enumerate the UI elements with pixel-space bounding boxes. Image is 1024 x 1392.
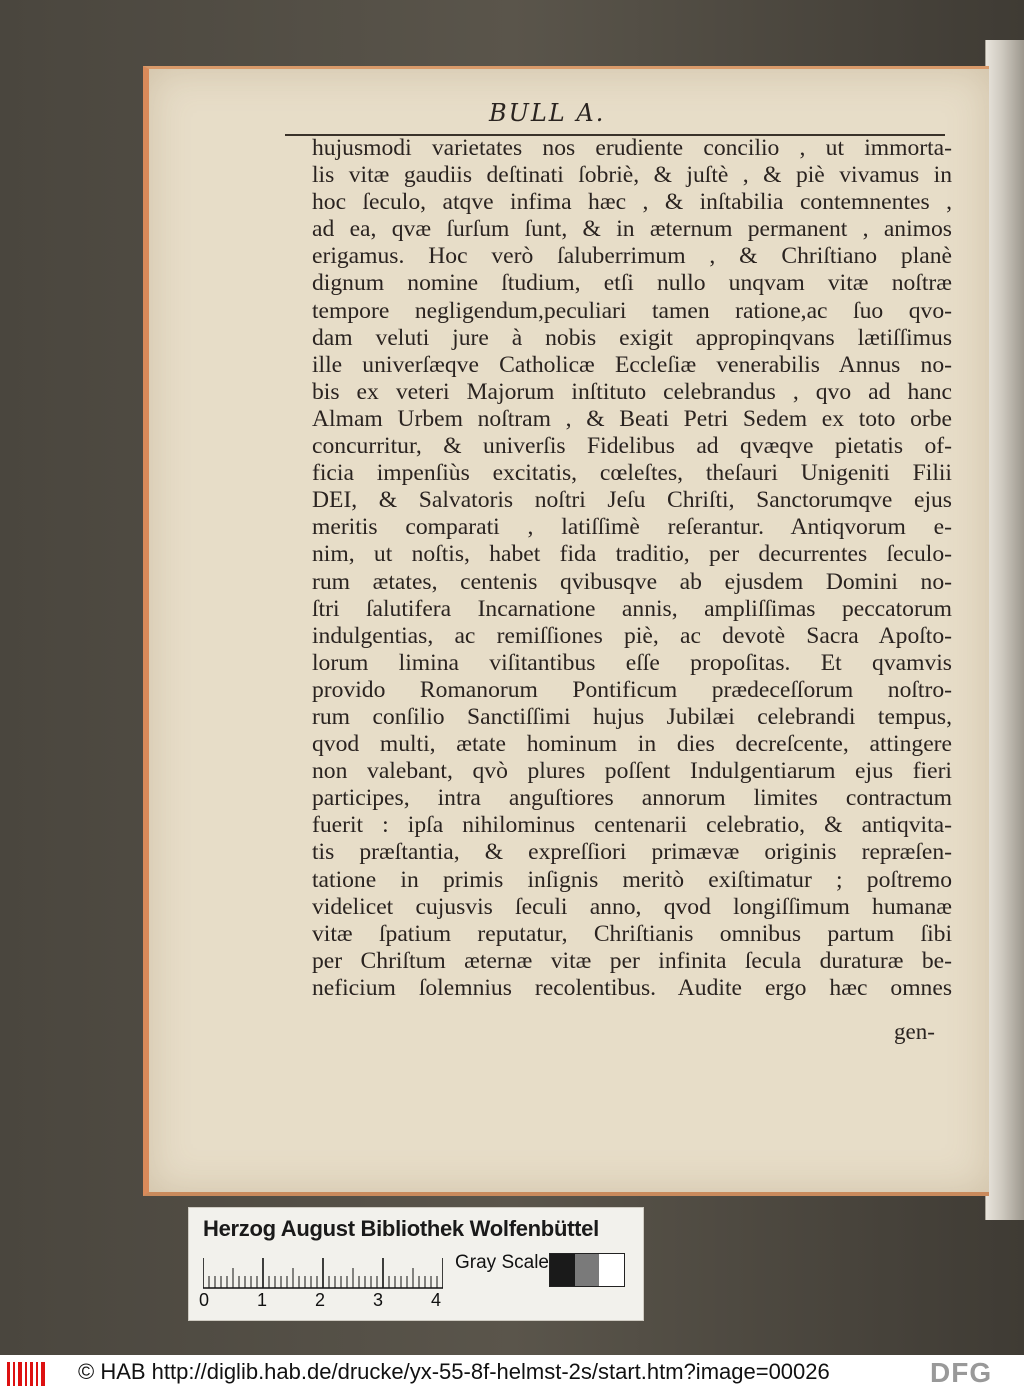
text-line: ille univerſæqve Catholicæ Eccleſiæ venerabilis Annus no- <box>312 351 952 378</box>
body-text <box>312 135 952 1002</box>
gray-swatch <box>550 1254 575 1286</box>
text-line: ficia impenſiùs excitatis, cœleſtes, theſauri Unigeniti Filii <box>312 460 952 487</box>
text-line: neficium ſolemnius recolentibus. Audite ergo hæc omnes <box>312 974 952 1001</box>
ruler-number: 4 <box>431 1290 442 1310</box>
ruler-number: 3 <box>373 1290 384 1310</box>
footer-bar <box>0 1355 1024 1392</box>
gray-swatch <box>575 1254 600 1286</box>
text-line: ſtri ſalutifera Incarnatione annis, ampliſſimas peccatorum <box>312 595 952 622</box>
library-color-card <box>188 1207 644 1321</box>
text-line: dam veluti jure à nobis exigit appropinqvans lætiſſimus <box>312 324 952 351</box>
text-line: vitæ ſpatium reputatur, Chriſtianis omnibus partum ſibi <box>312 920 952 947</box>
text-line: rum conſilio Sanctiſſimi hujus Jubilæi celebrandi tempus, <box>312 703 952 730</box>
ruler-number: 0 <box>199 1290 210 1310</box>
text-line: videlicet cujusvis ſeculi anno, qvod longiſſimum humanæ <box>312 893 952 920</box>
text-line: per Chriſtum æternæ vitæ per infinita ſecula duraturæ be- <box>312 947 952 974</box>
text-line: DEI, & Salvatoris noſtri Jeſu Chriſti, Sanctorumqve ejus <box>312 487 952 514</box>
text-line: qvod multi, ætate hominum in dies decreſcente, attingere <box>312 731 952 758</box>
text-line: indulgentias, ac remiſſiones piè, ac devotè Sacra Apoſto- <box>312 622 952 649</box>
gray-scale-label: Gray Scale <box>455 1252 549 1273</box>
text-line: bis ex veteri Majorum inſtituto celebrandus , qvo ad hanc <box>312 378 952 405</box>
book-page-edges <box>985 40 1024 1220</box>
running-head: BULL A. <box>489 99 606 127</box>
text-line: rum ætates, centenis qvibusqve ab ejusdem Domini no- <box>312 568 952 595</box>
text-line: ad ea, qvæ ſurſum ſunt, & in æternum permanent , animos <box>312 216 952 243</box>
text-line: lorum limina viſitantibus eſſe propoſitas. Et qvamvis <box>312 649 952 676</box>
ruler-numbers <box>199 1290 463 1312</box>
text-line: tempore negligendum,peculiari tamen ratione,ac ſuo qvo- <box>312 297 952 324</box>
copyright-url: © HAB http://diglib.hab.de/drucke/yx-55-8f-helmst-2s/start.htm?image=00026 <box>78 1359 830 1384</box>
text-line: dignum nomine ſtudium, etſi nullo unqvam vitæ noſtræ <box>312 270 952 297</box>
book-page <box>143 66 989 1196</box>
text-line: provido Romanorum Pontificum prædeceſſorum noſtro- <box>312 676 952 703</box>
text-line: nim, ut noſtis, habet fida traditio, per decurrentes ſeculo- <box>312 541 952 568</box>
ruler-icon <box>203 1254 443 1290</box>
text-line: concurritur, & univerſis Fidelibus ad qvæqve pietatis of- <box>312 433 952 460</box>
ruler-number: 2 <box>315 1290 326 1310</box>
text-line: fuerit : ipſa nihilominus centenarii celebratio, & antiqvita- <box>312 812 952 839</box>
text-line: participes, intra anguſtiores annorum limites contractum <box>312 785 952 812</box>
text-line: non valebant, qvò plures poſſent Indulgentiarum ejus fieri <box>312 758 952 785</box>
text-line: tatione in primis inſignis meritò exiſtimatur ; poſtremo <box>312 866 952 893</box>
text-line: hoc ſeculo, atqve infima hæc , & inſtabilia contemnentes , <box>312 189 952 216</box>
text-line: tis præſtantia, & expreſſiori primævæ originis repræſen- <box>312 839 952 866</box>
text-line: hujusmodi varietates nos erudiente concilio , ut immorta- <box>312 135 952 161</box>
text-line: meritis comparati , latiſſimè reſerantur. Antiqvorum e- <box>312 514 952 541</box>
barcode-icon <box>6 1361 46 1387</box>
show-through-ghost <box>479 101 488 126</box>
ruler-number: 1 <box>257 1290 268 1310</box>
text-line: Almam Urbem noſtram , & Beati Petri Sedem ex toto orbe <box>312 405 952 432</box>
text-line: lis vitæ gaudiis deſtinati ſobriè, & juſtè , & piè vivamus in <box>312 162 952 189</box>
gray-swatch <box>599 1254 624 1286</box>
library-name: Herzog August Bibliothek Wolfenbüttel <box>203 1216 599 1241</box>
gray-scale-swatches <box>549 1253 625 1287</box>
text-line: erigamus. Hoc verò ſaluberrimum , & Chriſtiano planè <box>312 243 952 270</box>
dfg-logo: DFG <box>930 1357 993 1388</box>
catchword: gen- <box>894 1019 935 1044</box>
